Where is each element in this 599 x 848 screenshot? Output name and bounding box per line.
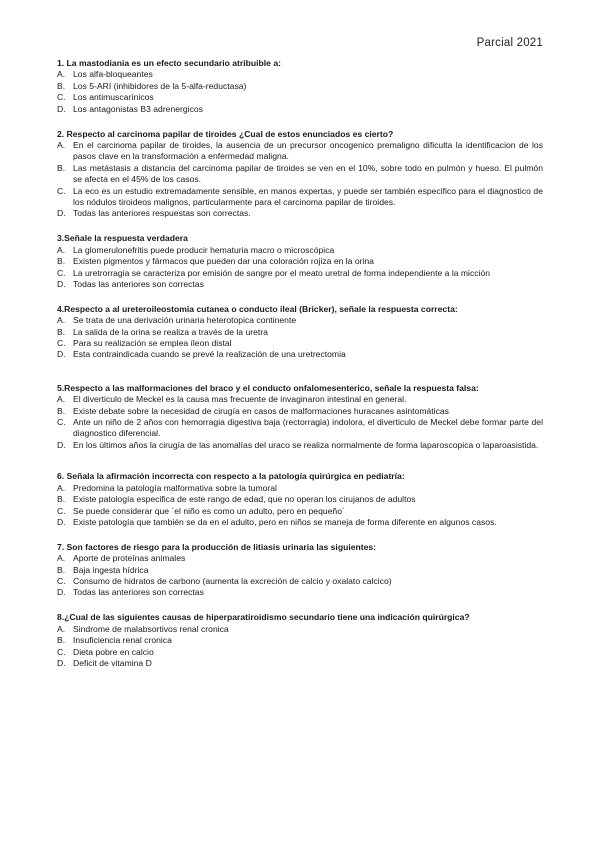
option-text: Existe debate sobre la necesidad de cirugía en casos de malformaciones huracanes asintomáticas: [73, 405, 449, 416]
option-text: Sindrome de malabsortivos renal cronica: [73, 623, 229, 634]
question-title: 2. Respecto al carcinoma papilar de tiroides ¿Cual de estos enunciados es cierto?: [57, 128, 394, 139]
option-letter: C.: [57, 338, 66, 349]
answer-option: [57, 69, 543, 80]
answer-option: [57, 186, 543, 209]
answer-option: [57, 506, 543, 517]
answer-option: [57, 647, 543, 658]
answer-option: [57, 440, 543, 451]
page-header-title: Parcial 2021: [476, 37, 543, 49]
answer-option: [57, 587, 543, 598]
option-letter: A.: [57, 623, 66, 634]
answer-option: [57, 565, 543, 576]
answer-option: [57, 406, 543, 417]
question-6: [57, 471, 543, 528]
option-text: En el carcinoma papilar de tiroides, la ausencia de un precursor oncogenico premaligno dificulta la identificacion de los pasos clave en la transformación a enfermedad maligna.: [73, 139, 543, 162]
answer-option: [57, 624, 543, 635]
answer-option: [57, 81, 543, 92]
question-1: [57, 58, 543, 115]
question-title: 7. Son factores de riesgo para la producción de litiasis urinaria las siguientes:: [57, 541, 377, 552]
answer-option: [57, 338, 543, 349]
option-text: Predomina la patología malformativa sobre la tumoral: [73, 482, 277, 493]
answer-option: [57, 483, 543, 494]
option-text: Las metástasis a distancia del carcinoma papilar de tiroides se ven en el 10%, sobre todo en pulmón y hueso. El pulmón se afecta en el 45% de los casos.: [73, 162, 543, 185]
option-letter: D.: [57, 587, 66, 598]
option-text: Insuficiencia renal cronica: [73, 635, 172, 646]
option-text: Los antagonistas B3 adrenergicos: [73, 103, 203, 114]
option-letter: D.: [57, 657, 66, 668]
option-text: Los antimuscarínicos: [73, 92, 154, 103]
option-letter: B.: [57, 80, 66, 91]
answer-option: [57, 327, 543, 338]
question-title: 1. La mastodiania es un efecto secundario atribuible a:: [57, 58, 281, 68]
option-text: Baja ingesta hídrica: [73, 564, 149, 575]
option-letter: A.: [57, 315, 66, 326]
question-7: [57, 542, 543, 599]
answer-option: [57, 576, 543, 587]
option-letter: C.: [57, 505, 66, 516]
question-title: 5.Respecto a las malformaciones del braco y el conducto onfalomesenterico, señale la respuesta falsa:: [57, 382, 479, 393]
option-text: Los alfa-bloqueantes: [73, 69, 153, 80]
option-letter: B.: [57, 635, 66, 646]
option-text: Se trata de una derivación urinaria heterotopica continente: [73, 315, 297, 326]
question-8: [57, 612, 543, 669]
answer-option: [57, 315, 543, 326]
option-letter: A.: [57, 69, 66, 80]
option-letter: C.: [57, 646, 66, 657]
option-letter: B.: [57, 162, 66, 173]
option-letter: B.: [57, 494, 66, 505]
answer-option: [57, 140, 543, 163]
option-text: Existe patología especifica de este rango de edad, que no operan los cirujanos de adultos: [73, 494, 416, 505]
option-letter: C.: [57, 267, 66, 278]
option-text: Esta contraindicada cuando se prevé la realización de una uretrectomia: [73, 349, 346, 360]
answer-option: [57, 104, 543, 115]
answer-option: [57, 208, 543, 219]
answer-option: [57, 163, 543, 186]
option-text: La salida de la orina se realiza a través de la uretra: [73, 326, 268, 337]
option-letter: C.: [57, 185, 66, 196]
option-letter: D.: [57, 103, 66, 114]
answer-option: [57, 245, 543, 256]
option-letter: D.: [57, 208, 66, 219]
option-letter: A.: [57, 482, 66, 493]
answer-option: [57, 517, 543, 528]
answer-option: [57, 635, 543, 646]
option-letter: A.: [57, 139, 66, 150]
option-text: Existe patología que también se da en el adulto, pero en niños se maneja de forma diferente en algunos casos.: [73, 516, 497, 527]
question-title: 3.Señale la respuesta verdadera: [57, 233, 188, 244]
option-text: Aporte de proteínas animales: [73, 553, 186, 564]
question-title: 4.Respecto a al ureteroileostomia cutanea o conducto ileal (Bricker), señale la respuesta correcta:: [57, 303, 458, 314]
option-letter: D.: [57, 516, 66, 527]
option-letter: B.: [57, 256, 66, 267]
option-text: En los últimos años la cirugía de las anomalías del uraco se realiza normalmente de forma laparoscopica o laparoasistida.: [73, 439, 539, 450]
option-text: Dieta pobre en calcio: [73, 646, 154, 657]
option-text: La glomerulonefritis puede producir hematuria macro o microscópica: [73, 244, 335, 255]
answer-option: [57, 92, 543, 103]
option-letter: D.: [57, 278, 66, 289]
answer-option: [57, 279, 543, 290]
question-5: [57, 383, 543, 451]
option-letter: B.: [57, 564, 66, 575]
question-4: [57, 304, 543, 361]
option-text: Consumo de hidratos de carbono (aumenta la excreción de calcio y oxalato calcico): [73, 576, 392, 587]
option-letter: C.: [57, 576, 66, 587]
option-letter: A.: [57, 244, 66, 255]
answer-option: [57, 494, 543, 505]
option-text: Todas las anteriores son correctas: [73, 587, 204, 598]
answer-option: [57, 553, 543, 564]
question-title: 6. Señala la afirmación incorrecta con respecto a la patología quirúrgica en pediatría:: [57, 471, 405, 482]
option-text: Los 5-ARI (inhibidores de la 5-alfa-reductasa): [73, 80, 247, 91]
option-letter: D.: [57, 349, 66, 360]
option-text: El diverticulo de Meckel es la causa mas frecuente de invaginaron intestinal en general.: [73, 394, 407, 405]
option-letter: B.: [57, 405, 66, 416]
option-text: Ante un niño de 2 años con hemorragia digestiva baja (rectorragia) indolora, el diverticulo de Meckel debe formar parte del diagnostico diferencial.: [73, 417, 543, 439]
option-text: La eco es un estudio extremadamente sensible, en manos expertas, y puede ser también especifico para el diagnostico de los nódulos tiroideos malignos, particularmente para el carcinoma papilar de tiroides.: [73, 185, 543, 207]
option-letter: C.: [57, 417, 66, 428]
option-letter: C.: [57, 92, 66, 103]
option-text: Se puede considerar que ´el niño es como un adulto, pero en pequeño´: [73, 505, 345, 516]
option-text: Todas las anteriores respuestas son correctas.: [73, 208, 251, 219]
question-list: [57, 58, 543, 683]
option-text: La uretrorragia se caracteriza por emisión de sangre por el meato uretral de forma independiente a la micción: [73, 267, 491, 278]
option-letter: D.: [57, 439, 66, 450]
question-3: [57, 233, 543, 290]
option-text: Existen pigmentos y fármacos que pueden dar una coloración rojiza en la orina: [73, 256, 374, 267]
answer-option: [57, 658, 543, 669]
answer-option: [57, 256, 543, 267]
option-text: Todas las anteriores son correctas: [73, 278, 204, 289]
option-letter: A.: [57, 553, 66, 564]
option-text: Deficit de vitamina D: [73, 657, 152, 668]
option-letter: B.: [57, 326, 66, 337]
answer-option: [57, 394, 543, 405]
answer-option: [57, 268, 543, 279]
question-2: [57, 129, 543, 220]
question-title: 8.¿Cual de las siguientes causas de hiperparatiroidismo secundario tiene una indicación quirúrgica?: [57, 612, 470, 623]
answer-option: [57, 349, 543, 360]
answer-option: [57, 417, 543, 440]
option-text: Para su realización se emplea íleon distal: [73, 338, 232, 349]
option-letter: A.: [57, 394, 66, 405]
